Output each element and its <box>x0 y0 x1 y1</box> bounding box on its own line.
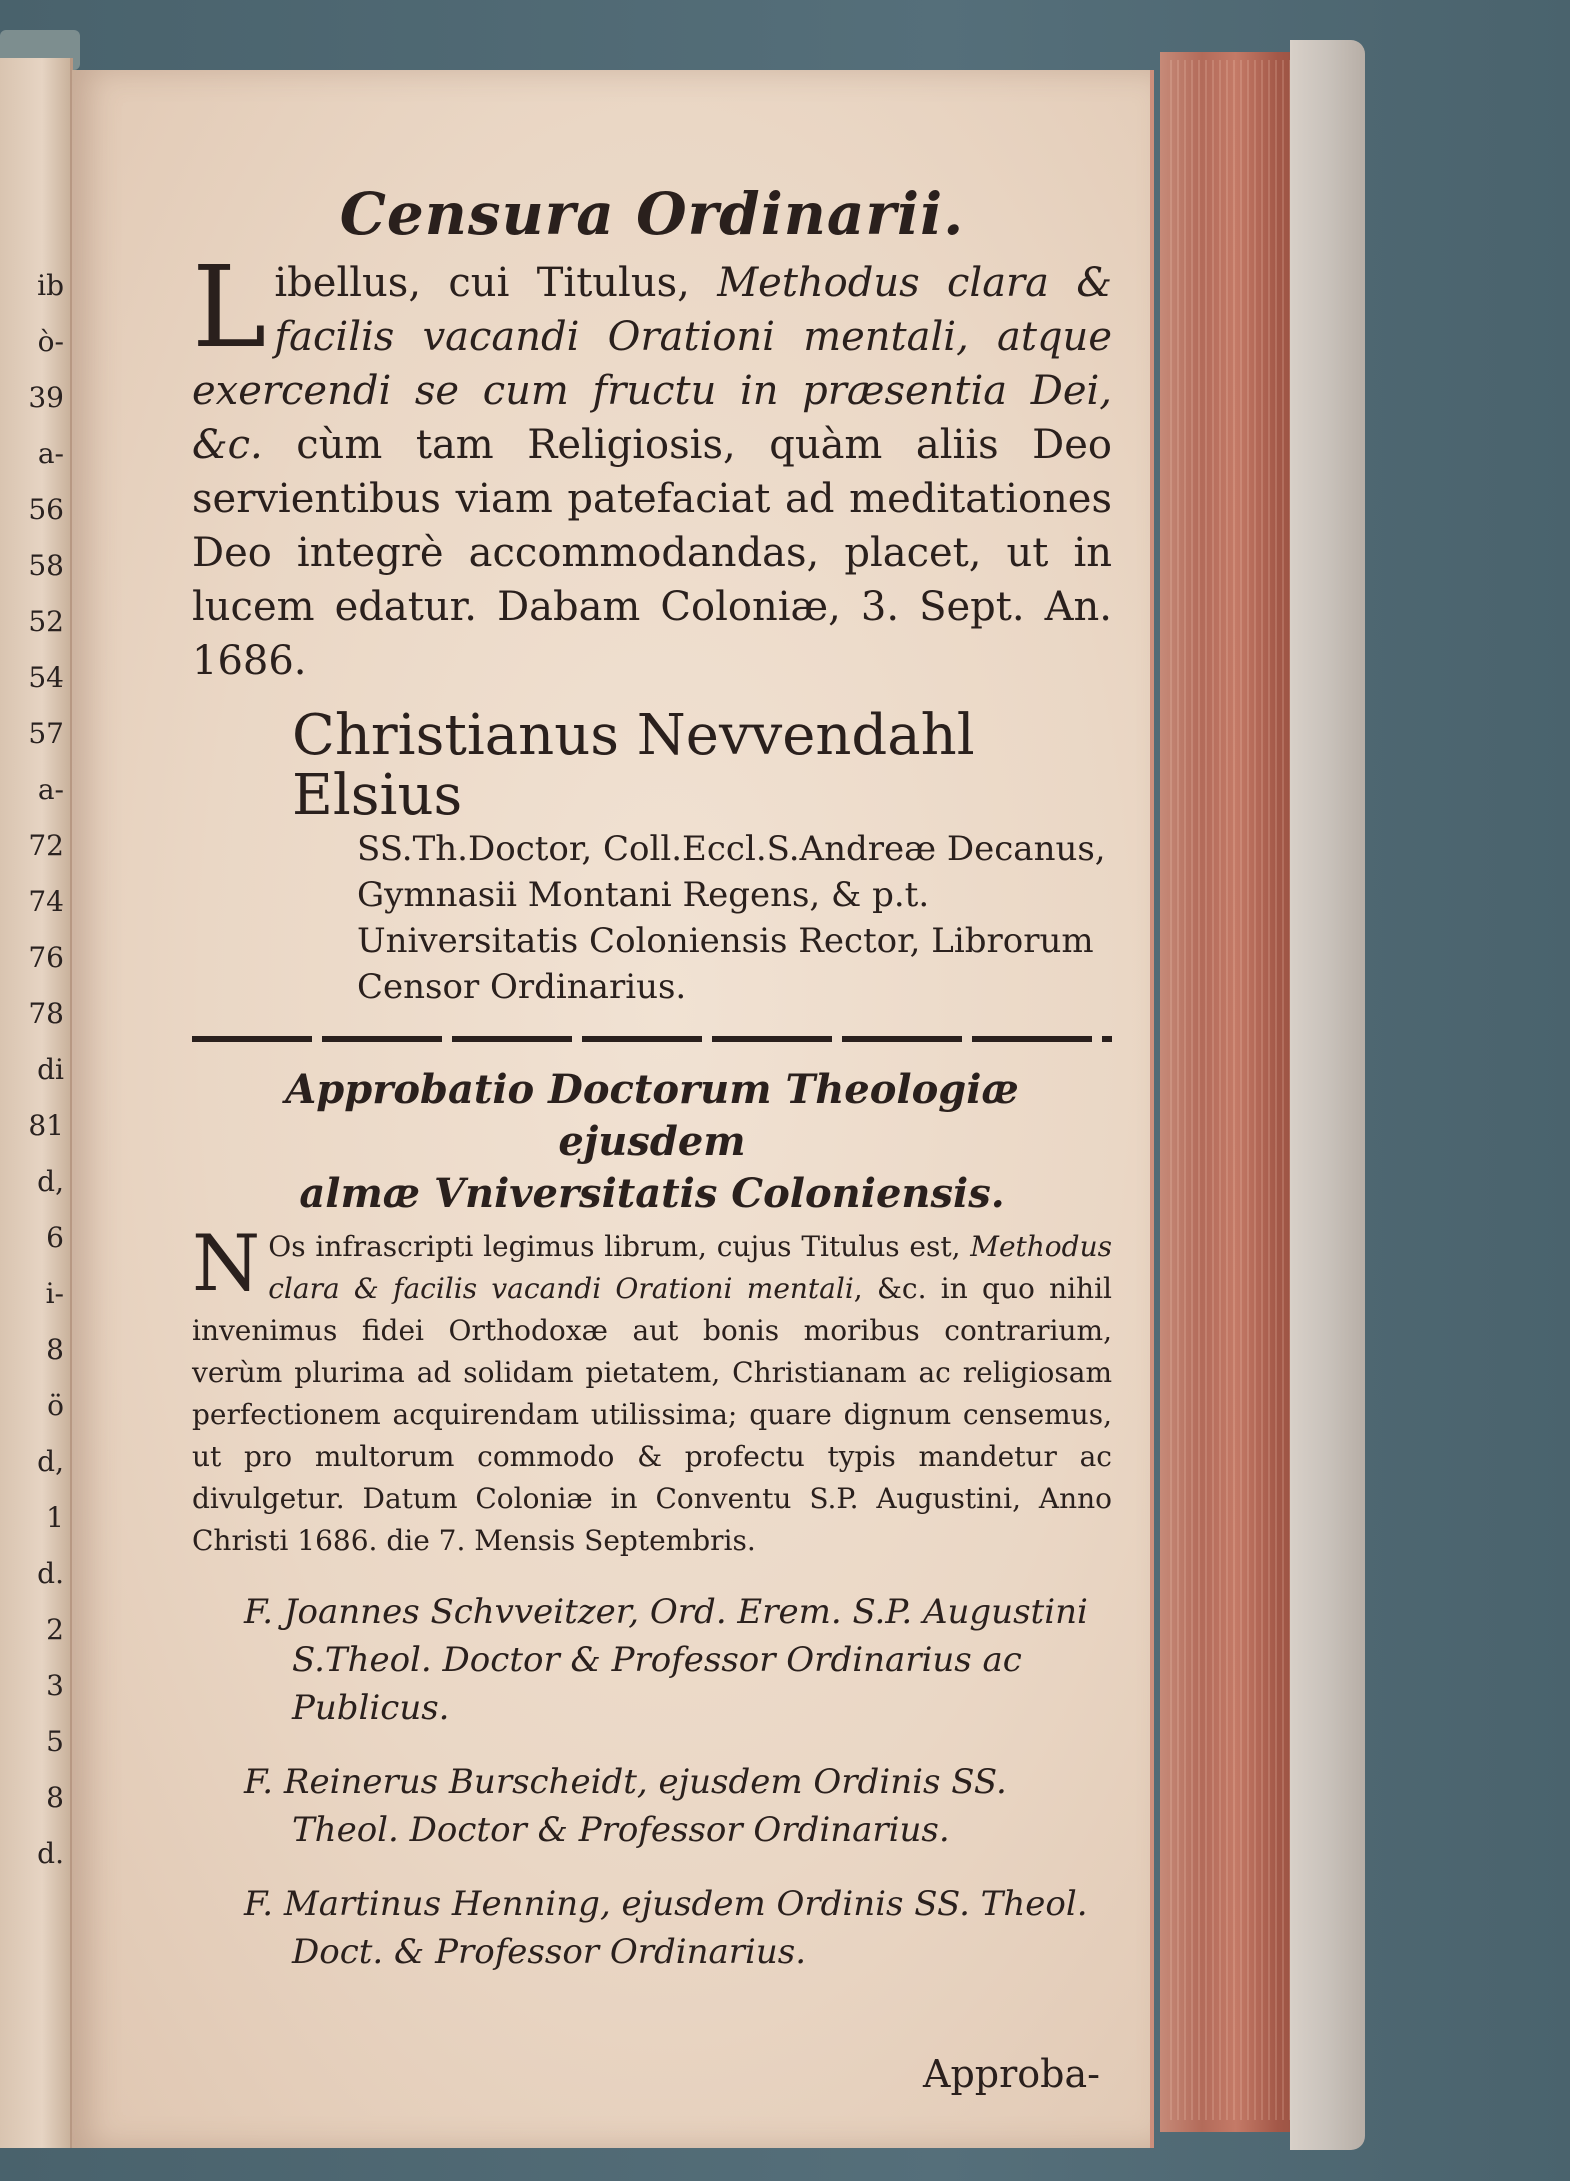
left-margin-fragment: 39 <box>28 381 64 414</box>
page-edge-lines <box>1170 60 1310 2120</box>
left-margin-fragment: ö <box>47 1389 64 1422</box>
left-margin-fragment: 56 <box>28 493 64 526</box>
left-margin-fragment: 78 <box>28 997 64 1030</box>
left-margin-fragment: 76 <box>28 941 64 974</box>
left-margin-fragment: ib <box>37 269 64 302</box>
page-content <box>192 180 1113 2096</box>
drop-cap-n: N <box>192 1219 261 1309</box>
left-margin-fragment: 58 <box>28 549 64 582</box>
approbatio-title-1: Approbatio Doctorum Theologiæ ejusdem <box>285 1066 1019 1165</box>
signature-schvveitzer: F. Joannes Schvveitzer, Ord. Erem. S.P. Augustini S.Theol. Doctor & Professor Ordinarius ac Publicus. <box>244 1592 1088 1728</box>
left-margin-fragment: a- <box>37 437 64 470</box>
ornamental-rule <box>192 1036 1112 1042</box>
censor-name: Christianus Nevvendahl Elsius <box>292 703 975 828</box>
left-margin-fragment: 57 <box>28 717 64 750</box>
left-margin-fragment: 6 <box>46 1221 64 1254</box>
left-margin-fragment: ò- <box>37 325 64 358</box>
left-page-margin-fragments <box>0 258 64 1882</box>
book-page <box>72 70 1154 2148</box>
signature-burscheidt: F. Reinerus Burscheidt, ejusdem Ordinis SS. Theol. Doctor & Professor Ordinarius. <box>244 1762 1007 1850</box>
left-margin-fragment: d, <box>37 1445 64 1478</box>
censura-book-title: Methodus clara & facilis vacandi Orationi mentali, atque exercendi se cum fructu in præsentia Dei, &c. <box>192 260 1112 468</box>
left-margin-fragment: i- <box>45 1277 64 1310</box>
approbatio-text-1: Os infrascripti legimus librum, cujus Titulus est, <box>268 1230 971 1263</box>
left-margin-fragment: d. <box>37 1557 64 1590</box>
approbatio-title-2: almæ Vniversitatis Coloniensis. <box>299 1170 1005 1217</box>
left-margin-fragment: 54 <box>28 661 64 694</box>
left-margin-fragment: a- <box>37 773 64 806</box>
left-margin-fragment: 8 <box>46 1781 64 1814</box>
signature-henning: F. Martinus Henning, ejusdem Ordinis SS. Theol. Doct. & Professor Ordinarius. <box>244 1884 1088 1972</box>
censura-heading: Censura Ordinarii. <box>339 180 965 248</box>
approbatio-book-title: Methodus clara & facilis vacandi Orationi mentali <box>268 1230 1112 1305</box>
censura-paragraph <box>192 243 1112 688</box>
left-page <box>0 58 73 2148</box>
left-margin-fragment: 72 <box>28 829 64 862</box>
censor-titles: SS.Th.Doctor, Coll.Eccl.S.Andreæ Decanus, Gymnasii Montani Regens, & p.t. Universitatis Coloniensis Rector, Librorum Censor Ordinarius. <box>357 829 1106 1007</box>
left-margin-fragment: 74 <box>28 885 64 918</box>
left-margin-fragment: 81 <box>28 1109 64 1142</box>
left-margin-fragment: d, <box>37 1165 64 1198</box>
left-margin-fragment: 3 <box>46 1669 64 1702</box>
censura-text-1: ibellus, cui Titulus, <box>274 260 718 306</box>
approbatio-paragraph <box>192 1219 1113 1562</box>
left-margin-fragment: di <box>37 1053 64 1086</box>
left-margin-fragment: d. <box>37 1837 64 1870</box>
approbatio-text-2: , &c. in quo nihil invenimus fidei Orthodoxæ aut bonis moribus contrarium, verùm plurima ad solidam pietatem, Christianam ac religiosam perfectionem acquirendam utilissima; quare dignum censemus, ut pro multorum commodo & profectu typis mandetur ac divulgetur. Datum Coloniæ in Conventu S.P. Augustini, Anno Christi 1686. die 7. Mensis Septembris. <box>192 1272 1113 1557</box>
book-cover <box>1290 40 1365 2150</box>
catchword: Approba- <box>923 2052 1100 2096</box>
left-margin-fragment: 1 <box>46 1501 64 1534</box>
censura-text-2: cùm tam Religiosis, quàm aliis Deo servientibus viam patefaciat ad meditationes Deo integrè accommodandas, placet, ut in lucem edatur. Dabam Coloniæ, 3. Sept. An. 1686. <box>192 422 1112 684</box>
drop-cap-l: L <box>192 243 267 373</box>
left-margin-fragment: 8 <box>46 1333 64 1366</box>
left-margin-fragment: 52 <box>28 605 64 638</box>
left-margin-fragment: 5 <box>46 1725 64 1758</box>
left-margin-fragment: 2 <box>46 1613 64 1646</box>
